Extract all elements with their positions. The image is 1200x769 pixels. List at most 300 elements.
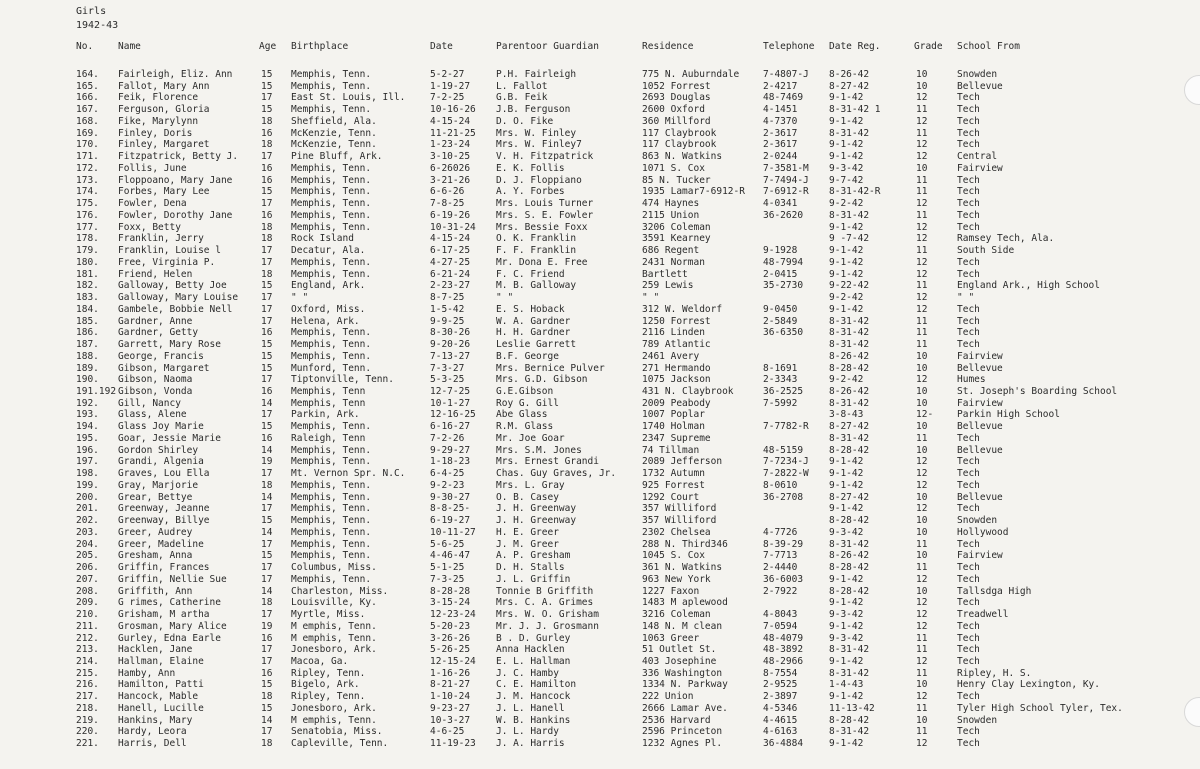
- birthplace: Columbus, Miss.: [291, 562, 377, 574]
- student-name: Hardy, Leora: [118, 726, 187, 738]
- date-registered: 9-2-42: [829, 374, 864, 386]
- row-number: 175.: [76, 198, 99, 210]
- school-from: South Side: [957, 245, 1015, 257]
- birthplace: Memphis, Tenn.: [291, 256, 372, 268]
- parent-guardian: Tonnie B Griffith: [496, 585, 594, 597]
- birth-date: 6-19-26: [430, 209, 471, 221]
- date-registered: 9-1-42: [829, 503, 864, 515]
- student-name: Grosman, Mary Alice: [118, 620, 227, 632]
- row-number: 220.: [76, 726, 99, 738]
- date-registered: 8-31-42: [829, 432, 870, 444]
- grade: 12: [916, 503, 928, 515]
- student-name: Fowler, Dorothy Jane: [118, 209, 233, 221]
- school-from: Humes: [957, 374, 986, 386]
- grade: 11: [916, 726, 928, 738]
- parent-guardian: Roy G. Gill: [496, 397, 559, 409]
- school-from: Tech: [957, 738, 980, 750]
- student-name: Gresham, Anna: [118, 550, 193, 562]
- residence: 271 Hermando: [642, 362, 711, 374]
- parent-guardian: E. K. Follis: [496, 162, 565, 174]
- birth-date: 12-7-25: [430, 385, 471, 397]
- student-name: Galloway, Mary Louise: [118, 292, 239, 304]
- student-name: Franklin, Louise l: [118, 245, 221, 257]
- row-number: 164.: [76, 69, 99, 80]
- telephone: 48-7994: [763, 256, 804, 268]
- birthplace: Charleston, Miss.: [291, 585, 389, 597]
- birth-date: 4-15-24: [430, 115, 471, 127]
- student-name: Gardner, Getty: [118, 327, 199, 339]
- school-from: Tyler High School Tyler, Tex.: [957, 702, 1123, 714]
- school-from: Tech: [957, 632, 980, 644]
- student-name: Hallman, Elaine: [118, 656, 204, 667]
- parent-guardian: E. S. Hoback: [496, 303, 565, 315]
- row-number: 186.: [76, 327, 99, 339]
- student-name: Finley, Margaret: [118, 139, 210, 151]
- school-from: Tech: [957, 186, 980, 198]
- student-name: Fitzpatrick, Betty J.: [118, 151, 239, 163]
- birthplace: Memphis, Tenn.: [291, 491, 372, 503]
- student-name: Hanell, Lucille: [118, 702, 204, 714]
- birthplace: Tiptonville, Tenn.: [291, 374, 394, 386]
- age: 14: [261, 397, 273, 409]
- student-name: Gurley, Edna Earle: [118, 632, 221, 644]
- student-name: Goar, Jessie Marie: [118, 432, 221, 444]
- age: 16: [261, 127, 273, 139]
- age: 18: [261, 597, 273, 609]
- birthplace: Decatur, Ala.: [291, 245, 366, 257]
- age: 16: [261, 432, 273, 444]
- parent-guardian: V. H. Fitzpatrick: [496, 151, 594, 163]
- residence: 2600 Oxford: [642, 104, 705, 116]
- birthplace: Memphis, Tenn.: [291, 421, 372, 433]
- birthplace: Memphis, Tenn.: [291, 209, 372, 221]
- residence: 1232 Agnes Pl.: [642, 738, 723, 750]
- birthplace: Rock Island: [291, 233, 354, 245]
- grade: 11: [916, 315, 928, 327]
- binder-hole: [1184, 697, 1200, 727]
- telephone: 35-2730: [763, 280, 804, 292]
- student-name: Glass, Alene: [118, 409, 187, 421]
- student-name: Forbes, Mary Lee: [118, 186, 210, 198]
- column-header-date-reg: Date Reg.: [829, 41, 881, 52]
- parent-guardian: H. E. Greer: [496, 526, 559, 538]
- parent-guardian: J. M. Greer: [496, 538, 559, 550]
- birth-date: 5-20-23: [430, 620, 471, 632]
- grade: 11: [916, 644, 928, 656]
- date-registered: 9-1-42: [829, 479, 864, 491]
- grade: 11: [916, 174, 928, 186]
- row-number: 183.: [76, 292, 99, 304]
- age: 15: [261, 515, 273, 527]
- date-registered: 8-28-42: [829, 714, 870, 726]
- parent-guardian: B.F. George: [496, 350, 559, 362]
- telephone: 7-4807-J: [763, 69, 809, 80]
- residence: 775 N. Auburndale: [642, 69, 740, 80]
- age: 16: [261, 385, 273, 397]
- grade: 10: [916, 585, 928, 597]
- grade: 10: [916, 80, 928, 92]
- date-registered: 9-1-42: [829, 115, 864, 127]
- age: 19: [261, 620, 273, 632]
- school-from: " ": [957, 292, 975, 304]
- telephone: 4-8043: [763, 609, 798, 621]
- date-registered: 8-27-42: [829, 491, 870, 503]
- residence: 259 Lewis: [642, 280, 694, 292]
- residence: 3216 Coleman: [642, 609, 711, 621]
- student-name: Fike, Marylynn: [118, 115, 199, 127]
- grade: 12: [916, 151, 928, 163]
- row-number: 216.: [76, 679, 99, 691]
- parent-guardian: O. B. Casey: [496, 491, 559, 503]
- row-number: 195.: [76, 432, 99, 444]
- student-name: Ferguson, Gloria: [118, 104, 210, 116]
- row-number: 215.: [76, 667, 99, 679]
- birth-date: 1-16-26: [430, 667, 471, 679]
- birth-date: 8-8-25-: [430, 503, 471, 515]
- residence: 117 Claybrook: [642, 127, 717, 139]
- grade: 12: [916, 221, 928, 233]
- row-number: 179.: [76, 245, 99, 257]
- residence: 2302 Chelsea: [642, 526, 711, 538]
- date-registered: 1-4-43: [829, 679, 864, 691]
- birthplace: Memphis, Tenn.: [291, 174, 372, 186]
- school-from: Tech: [957, 104, 980, 116]
- student-name: Galloway, Betty Joe: [118, 280, 227, 292]
- date-registered: 9-3-42: [829, 609, 864, 621]
- student-name: Grandi, Algenia: [118, 456, 204, 468]
- telephone: 8-1691: [763, 362, 798, 374]
- age: 17: [261, 656, 273, 667]
- birth-date: 8-21-27: [430, 679, 471, 691]
- grade: 11: [916, 538, 928, 550]
- age: 16: [261, 327, 273, 339]
- school-from: Bellevue: [957, 444, 1003, 456]
- age: 17: [261, 644, 273, 656]
- telephone: 7-7713: [763, 550, 798, 562]
- birthplace: Memphis, Tenn.: [291, 526, 372, 538]
- row-number: 182.: [76, 280, 99, 292]
- date-registered: 8-31-42: [829, 315, 870, 327]
- school-from: Tech: [957, 538, 980, 550]
- row-number: 170.: [76, 139, 99, 151]
- column-header-telephone: Telephone: [763, 41, 815, 52]
- date-registered: 8-28-42: [829, 362, 870, 374]
- parent-guardian: Mrs. W. Finley7: [496, 139, 582, 151]
- date-registered: 9-1-42: [829, 691, 864, 703]
- parent-guardian: J. H. Greenway: [496, 515, 577, 527]
- birth-date: 8-28-28: [430, 585, 471, 597]
- parent-guardian: Mrs. Louis Turner: [496, 198, 594, 210]
- birthplace: Myrtle, Miss.: [291, 609, 366, 621]
- residence: 2431 Norman: [642, 256, 705, 268]
- birth-date: 5-26-25: [430, 644, 471, 656]
- birthplace: Memphis, Tenn.: [291, 479, 372, 491]
- parent-guardian: M. B. Galloway: [496, 280, 577, 292]
- birth-date: 9-29-27: [430, 444, 471, 456]
- parent-guardian: Mrs. Bernice Pulver: [496, 362, 605, 374]
- birth-date: 11-19-23: [430, 738, 476, 750]
- grade: 10: [916, 385, 928, 397]
- grade: 10: [916, 421, 928, 433]
- birthplace: Louisville, Ky.: [291, 597, 377, 609]
- row-number: 165.: [76, 80, 99, 92]
- date-registered: 8-27-42: [829, 421, 870, 433]
- row-number: 193.: [76, 409, 99, 421]
- date-registered: 9-1-42: [829, 620, 864, 632]
- telephone: 2-4440: [763, 562, 798, 574]
- row-number: 200.: [76, 491, 99, 503]
- birthplace: Memphis, Tenn.: [291, 444, 372, 456]
- student-name: Hancock, Mable: [118, 691, 199, 703]
- row-number: 194.: [76, 421, 99, 433]
- parent-guardian: " ": [496, 292, 514, 304]
- residence: 336 Washington: [642, 667, 723, 679]
- school-from: Tech: [957, 456, 980, 468]
- school-from: Bellevue: [957, 362, 1003, 374]
- grade: 12: [916, 479, 928, 491]
- school-from: Tech: [957, 198, 980, 210]
- parent-guardian: J. C. Hamby: [496, 667, 559, 679]
- student-name: Hamby, Ann: [118, 667, 176, 679]
- age: 18: [261, 479, 273, 491]
- telephone: 48-2966: [763, 656, 804, 667]
- telephone: 2-7922: [763, 585, 798, 597]
- parent-guardian: D. H. Stalls: [496, 562, 565, 574]
- parent-guardian: Mr. J. J. Grosmann: [496, 620, 599, 632]
- row-number: 208.: [76, 585, 99, 597]
- grade: 11: [916, 245, 928, 257]
- telephone: 4-6163: [763, 726, 798, 738]
- school-from: Fairview: [957, 350, 1003, 362]
- birthplace: Memphis, Tenn.: [291, 80, 372, 92]
- parent-guardian: Anna Hacklen: [496, 644, 565, 656]
- date-registered: 8-28-42: [829, 585, 870, 597]
- grade: 12: [916, 597, 928, 609]
- parent-guardian: Abe Glass: [496, 409, 548, 421]
- row-number: 192.: [76, 397, 99, 409]
- parent-guardian: B . D. Gurley: [496, 632, 571, 644]
- residence: 403 Josephine: [642, 656, 717, 667]
- residence: 925 Forrest: [642, 479, 705, 491]
- parent-guardian: D. O. Fike: [496, 115, 554, 127]
- birth-date: 1-18-23: [430, 456, 471, 468]
- school-from: Ripley, H. S.: [957, 667, 1032, 679]
- birth-date: 5-2-27: [430, 69, 465, 80]
- parent-guardian: P.H. Fairleigh: [496, 69, 577, 80]
- age: 14: [261, 585, 273, 597]
- grade: 12: [916, 268, 928, 280]
- birth-date: 2-23-27: [430, 280, 471, 292]
- parent-guardian: A. P. Gresham: [496, 550, 571, 562]
- student-name: Hankins, Mary: [118, 714, 193, 726]
- parent-guardian: J. H. Greenway: [496, 503, 577, 515]
- age: 16: [261, 162, 273, 174]
- school-from: Snowden: [957, 515, 998, 527]
- student-name: Harris, Dell: [118, 738, 187, 750]
- birth-date: 11-21-25: [430, 127, 476, 139]
- age: 15: [261, 362, 273, 374]
- grade: 10: [916, 526, 928, 538]
- birthplace: Memphis, Tenn.: [291, 162, 372, 174]
- grade: 11: [916, 667, 928, 679]
- birth-date: 1-5-42: [430, 303, 465, 315]
- row-number: 206.: [76, 562, 99, 574]
- parent-guardian: Mrs. C. A. Grimes: [496, 597, 594, 609]
- birthplace: Memphis, Tenn.: [291, 515, 372, 527]
- grade: 11: [916, 280, 928, 292]
- telephone: 7-7494-J: [763, 174, 809, 186]
- grade: 11: [916, 327, 928, 339]
- birthplace: Helena, Ark.: [291, 315, 360, 327]
- row-number: 189.: [76, 362, 99, 374]
- row-number: 209.: [76, 597, 99, 609]
- student-name: Feik, Florence: [118, 92, 199, 104]
- residence: 2693 Douglas: [642, 92, 711, 104]
- row-number: 168.: [76, 115, 99, 127]
- date-registered: 9-1-42: [829, 738, 864, 750]
- student-name: Garrett, Mary Rose: [118, 339, 221, 351]
- telephone: 36-6003: [763, 573, 804, 585]
- age: 17: [261, 374, 273, 386]
- birth-date: 12-23-24: [430, 609, 476, 621]
- school-from: Tech: [957, 315, 980, 327]
- residence: 2009 Peabody: [642, 397, 711, 409]
- age: 17: [261, 609, 273, 621]
- residence: 3206 Coleman: [642, 221, 711, 233]
- residence: 1250 Forrest: [642, 315, 711, 327]
- parent-guardian: J. M. Hancock: [496, 691, 571, 703]
- birth-date: 9-2-23: [430, 479, 465, 491]
- parent-guardian: F. F. Franklin: [496, 245, 577, 257]
- telephone: 7-5992: [763, 397, 798, 409]
- date-registered: 9-1-42: [829, 221, 864, 233]
- date-registered: 8-31-42: [829, 127, 870, 139]
- school-from: Tech: [957, 221, 980, 233]
- birthplace: Ripley, Tenn.: [291, 667, 366, 679]
- age: 17: [261, 245, 273, 257]
- age: 15: [261, 104, 273, 116]
- row-number: 210.: [76, 609, 99, 621]
- birth-date: 4-15-24: [430, 233, 471, 245]
- grade: 12: [916, 374, 928, 386]
- birthplace: East St. Louis, Ill.: [291, 92, 406, 104]
- date-registered: 9 -7-42: [829, 233, 870, 245]
- age: 15: [261, 702, 273, 714]
- student-name: Gordon Shirley: [118, 444, 199, 456]
- age: 18: [261, 115, 273, 127]
- date-registered: 8-26-42: [829, 385, 870, 397]
- telephone: 9-1928: [763, 245, 798, 257]
- residence: 288 N. Third346: [642, 538, 728, 550]
- row-number: 218.: [76, 702, 99, 714]
- birth-date: 5-3-25: [430, 374, 465, 386]
- school-from: Tech: [957, 139, 980, 151]
- row-number: 167.: [76, 104, 99, 116]
- parent-guardian: Mrs. S.M. Jones: [496, 444, 582, 456]
- age: 16: [261, 174, 273, 186]
- telephone: 48-4079: [763, 632, 804, 644]
- date-registered: 8-31-42: [829, 327, 870, 339]
- grade: 12: [916, 292, 928, 304]
- grade: 12: [916, 609, 928, 621]
- school-from: Ramsey Tech, Ala.: [957, 233, 1055, 245]
- telephone: 8-0610: [763, 479, 798, 491]
- student-name: Gibson, Naoma: [118, 374, 193, 386]
- residence: 1740 Holman: [642, 421, 705, 433]
- grade: 10: [916, 550, 928, 562]
- grade: 12: [916, 92, 928, 104]
- birth-date: 10-31-24: [430, 221, 476, 233]
- row-number: 178.: [76, 233, 99, 245]
- telephone: 2-5849: [763, 315, 798, 327]
- age: 15: [261, 550, 273, 562]
- date-registered: 9-1-42: [829, 268, 864, 280]
- date-registered: 8-31-42: [829, 726, 870, 738]
- birth-date: 10-16-26: [430, 104, 476, 116]
- grade: 11: [916, 339, 928, 351]
- age: 15: [261, 679, 273, 691]
- telephone: 2-3617: [763, 139, 798, 151]
- birthplace: Memphis, Tenn: [291, 385, 366, 397]
- date-registered: 9-1-42: [829, 92, 864, 104]
- grade: 12: [916, 198, 928, 210]
- telephone: 4-5346: [763, 702, 798, 714]
- telephone: 4-1451: [763, 104, 798, 116]
- school-from: Tech: [957, 479, 980, 491]
- birth-date: 8-7-25: [430, 292, 465, 304]
- age: 16: [261, 632, 273, 644]
- residence: " ": [642, 292, 660, 304]
- grade: 12: [916, 456, 928, 468]
- grade: 11: [916, 432, 928, 444]
- age: 14: [261, 444, 273, 456]
- age: 15: [261, 421, 273, 433]
- school-from: St. Joseph's Boarding School: [957, 385, 1118, 397]
- birthplace: Memphis, Tenn.: [291, 104, 372, 116]
- birthplace: Jonesboro, Ark.: [291, 644, 377, 656]
- birthplace: Memphis, Tenn.: [291, 538, 372, 550]
- school-from: Treadwell: [957, 609, 1009, 621]
- row-number: 214.: [76, 656, 99, 667]
- residence: 74 Tillman: [642, 444, 700, 456]
- school-from: England Ark., High School: [957, 280, 1100, 292]
- student-name: Gray, Marjorie: [118, 479, 199, 491]
- student-name: Griffith, Ann: [118, 585, 193, 597]
- ledger-year: 1942-43: [76, 20, 119, 31]
- residence: 117 Claybrook: [642, 139, 717, 151]
- residence: 357 Williford: [642, 503, 717, 515]
- school-from: Fairview: [957, 397, 1003, 409]
- date-registered: 9-2-42: [829, 292, 864, 304]
- birthplace: Raleigh, Tenn: [291, 432, 366, 444]
- residence: 1227 Faxon: [642, 585, 700, 597]
- school-from: Tech: [957, 303, 980, 315]
- residence: 361 N. Watkins: [642, 562, 723, 574]
- date-registered: 9-1-42: [829, 245, 864, 257]
- telephone: 8-7554: [763, 667, 798, 679]
- grade: 10: [916, 162, 928, 174]
- student-name: Hacklen, Jane: [118, 644, 193, 656]
- parent-guardian: A. Y. Forbes: [496, 186, 565, 198]
- column-header-date: Date: [430, 41, 453, 52]
- date-registered: 9-3-42: [829, 526, 864, 538]
- telephone: 7-0594: [763, 620, 798, 632]
- residence: 222 Union: [642, 691, 694, 703]
- grade: 12: [916, 303, 928, 315]
- birthplace: Memphis, Tenn.: [291, 456, 372, 468]
- parent-guardian: H. H. Gardner: [496, 327, 571, 339]
- row-number: 212.: [76, 632, 99, 644]
